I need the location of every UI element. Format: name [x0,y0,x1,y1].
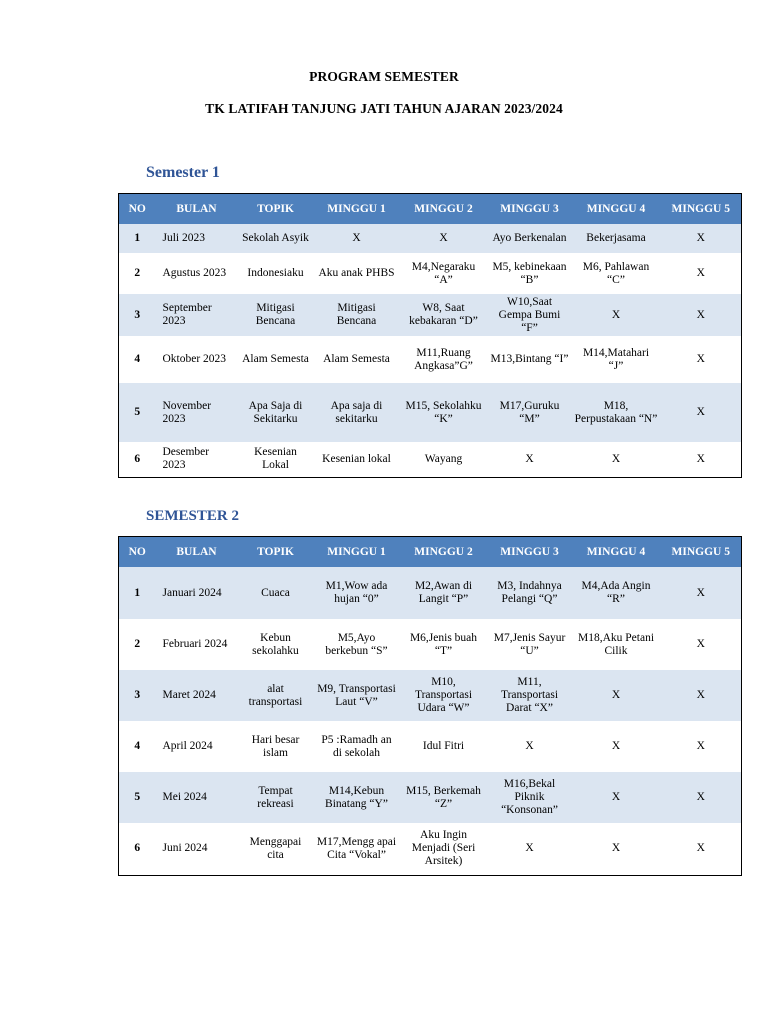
header-minggu-1: MINGGU 1 [314,537,400,568]
header-minggu-5: MINGGU 5 [661,194,742,225]
cell-minggu-2: M2,Awan di Langit “P” [400,567,488,619]
cell-minggu-5: X [661,721,742,772]
table-row [119,383,742,442]
cell-minggu-1: M14,Kebun Binatang “Y” [314,772,400,823]
header-minggu-4: MINGGU 4 [572,194,661,225]
cell-minggu-3: M17,Guruku “M” [488,383,572,442]
cell-topik: Mitigasi Bencana [238,294,314,336]
cell-minggu-4: M4,Ada Angin “R” [572,567,661,619]
cell-minggu-2: M4,Negaraku “A” [400,253,488,294]
cell-no: 5 [119,383,156,442]
cell-minggu-2: X [400,224,488,253]
header-minggu-4: MINGGU 4 [572,537,661,568]
cell-minggu-5: X [661,772,742,823]
cell-minggu-2: W8, Saat kebakaran “D” [400,294,488,336]
cell-no: 4 [119,336,156,383]
cell-minggu-1: X [314,224,400,253]
header-minggu-5: MINGGU 5 [661,537,742,568]
cell-topik: Menggapai cita [238,823,314,875]
semester-2-heading: SEMESTER 2 [146,508,239,524]
header-minggu-3: MINGGU 3 [488,537,572,568]
table-row [119,442,742,477]
cell-minggu-1: Apa saja di sekitarku [314,383,400,442]
table-row [119,567,742,619]
cell-minggu-4: X [572,442,661,477]
cell-bulan: Februari 2024 [156,619,238,670]
table-header-row [119,194,742,225]
cell-minggu-3: X [488,721,572,772]
cell-topik: Sekolah Asyik [238,224,314,253]
table-row [119,619,742,670]
cell-minggu-1: M1,Wow ada hujan “0” [314,567,400,619]
cell-minggu-5: X [661,294,742,336]
cell-minggu-5: X [661,336,742,383]
cell-no: 2 [119,619,156,670]
cell-minggu-1: Kesenian lokal [314,442,400,477]
cell-bulan: November 2023 [156,383,238,442]
cell-no: 6 [119,823,156,875]
cell-minggu-5: X [661,567,742,619]
cell-minggu-2: M6,Jenis buah “T” [400,619,488,670]
cell-topik: Apa Saja di Sekitarku [238,383,314,442]
cell-bulan: Juni 2024 [156,823,238,875]
cell-bulan: Maret 2024 [156,670,238,721]
table-row [119,721,742,772]
cell-minggu-1: Alam Semesta [314,336,400,383]
cell-minggu-1: M9, Transportasi Laut “V” [314,670,400,721]
cell-minggu-4: M18,Aku Petani Cilik [572,619,661,670]
cell-no: 6 [119,442,156,477]
cell-no: 1 [119,224,156,253]
cell-minggu-4: X [572,772,661,823]
table-row [119,294,742,336]
cell-minggu-4: X [572,823,661,875]
cell-no: 5 [119,772,156,823]
cell-minggu-5: X [661,253,742,294]
cell-minggu-2: M15, Sekolahku “K” [400,383,488,442]
header-topik: TOPIK [238,194,314,225]
cell-bulan: September 2023 [156,294,238,336]
semester-2-table [118,536,742,876]
cell-minggu-3: M13,Bintang “I” [488,336,572,383]
header-topik: TOPIK [238,537,314,568]
cell-minggu-4: M14,Matahari “J” [572,336,661,383]
cell-no: 1 [119,567,156,619]
table-row [119,253,742,294]
cell-topik: Kebun sekolahku [238,619,314,670]
cell-bulan: Juli 2023 [156,224,238,253]
cell-topik: Kesenian Lokal [238,442,314,477]
cell-minggu-3: Ayo Berkenalan [488,224,572,253]
cell-minggu-5: X [661,442,742,477]
cell-minggu-5: X [661,383,742,442]
cell-no: 3 [119,294,156,336]
cell-minggu-3: X [488,442,572,477]
cell-minggu-1: P5 :Ramadh an di sekolah [314,721,400,772]
table-row [119,670,742,721]
cell-minggu-4: Bekerjasama [572,224,661,253]
cell-minggu-5: X [661,670,742,721]
cell-bulan: April 2024 [156,721,238,772]
semester-1-heading: Semester 1 [146,164,220,181]
cell-minggu-3: M3, Indahnya Pelangi “Q” [488,567,572,619]
cell-minggu-3: M11, Transportasi Darat “X” [488,670,572,721]
cell-minggu-4: X [572,670,661,721]
cell-minggu-4: M6, Pahlawan “C” [572,253,661,294]
cell-bulan: Agustus 2023 [156,253,238,294]
cell-minggu-4: X [572,294,661,336]
cell-minggu-5: X [661,823,742,875]
cell-minggu-2: Idul Fitri [400,721,488,772]
table-row [119,772,742,823]
header-no: NO [119,194,156,225]
document-title: PROGRAM SEMESTER [309,69,459,84]
cell-minggu-2: Aku Ingin Menjadi (Seri Arsitek) [400,823,488,875]
cell-no: 3 [119,670,156,721]
cell-no: 4 [119,721,156,772]
cell-minggu-1: Aku anak PHBS [314,253,400,294]
table-header-row [119,537,742,568]
cell-minggu-3: M16,Bekal Piknik “Konsonan” [488,772,572,823]
table-row [119,823,742,875]
cell-minggu-1: Mitigasi Bencana [314,294,400,336]
cell-minggu-3: W10,Saat Gempa Bumi “F” [488,294,572,336]
header-no: NO [119,537,156,568]
cell-no: 2 [119,253,156,294]
cell-minggu-2: Wayang [400,442,488,477]
cell-minggu-2: M10, Transportasi Udara “W” [400,670,488,721]
cell-minggu-5: X [661,619,742,670]
table-row [119,336,742,383]
cell-minggu-3: M7,Jenis Sayur “U” [488,619,572,670]
cell-minggu-1: M5,Ayo berkebun “S” [314,619,400,670]
cell-bulan: Oktober 2023 [156,336,238,383]
semester-1-table [118,193,742,478]
cell-minggu-4: X [572,721,661,772]
header-minggu-3: MINGGU 3 [488,194,572,225]
cell-topik: Cuaca [238,567,314,619]
document-subtitle: TK LATIFAH TANJUNG JATI TAHUN AJARAN 2023/2024 [205,101,563,116]
cell-minggu-3: X [488,823,572,875]
header-bulan: BULAN [156,537,238,568]
cell-topik: Alam Semesta [238,336,314,383]
cell-bulan: Mei 2024 [156,772,238,823]
cell-bulan: Januari 2024 [156,567,238,619]
cell-minggu-2: M15, Berkemah “Z” [400,772,488,823]
cell-minggu-2: M11,Ruang Angkasa”G” [400,336,488,383]
header-minggu-2: MINGGU 2 [400,537,488,568]
cell-topik: Hari besar islam [238,721,314,772]
cell-minggu-4: M18, Perpustakaan “N” [572,383,661,442]
cell-topik: Tempat rekreasi [238,772,314,823]
cell-minggu-3: M5, kebinekaan “B” [488,253,572,294]
cell-minggu-1: M17,Mengg apai Cita “Vokal” [314,823,400,875]
header-minggu-2: MINGGU 2 [400,194,488,225]
header-bulan: BULAN [156,194,238,225]
cell-minggu-5: X [661,224,742,253]
cell-bulan: Desember 2023 [156,442,238,477]
cell-topik: Indonesiaku [238,253,314,294]
cell-topik: alat transportasi [238,670,314,721]
header-minggu-1: MINGGU 1 [314,194,400,225]
table-row [119,224,742,253]
